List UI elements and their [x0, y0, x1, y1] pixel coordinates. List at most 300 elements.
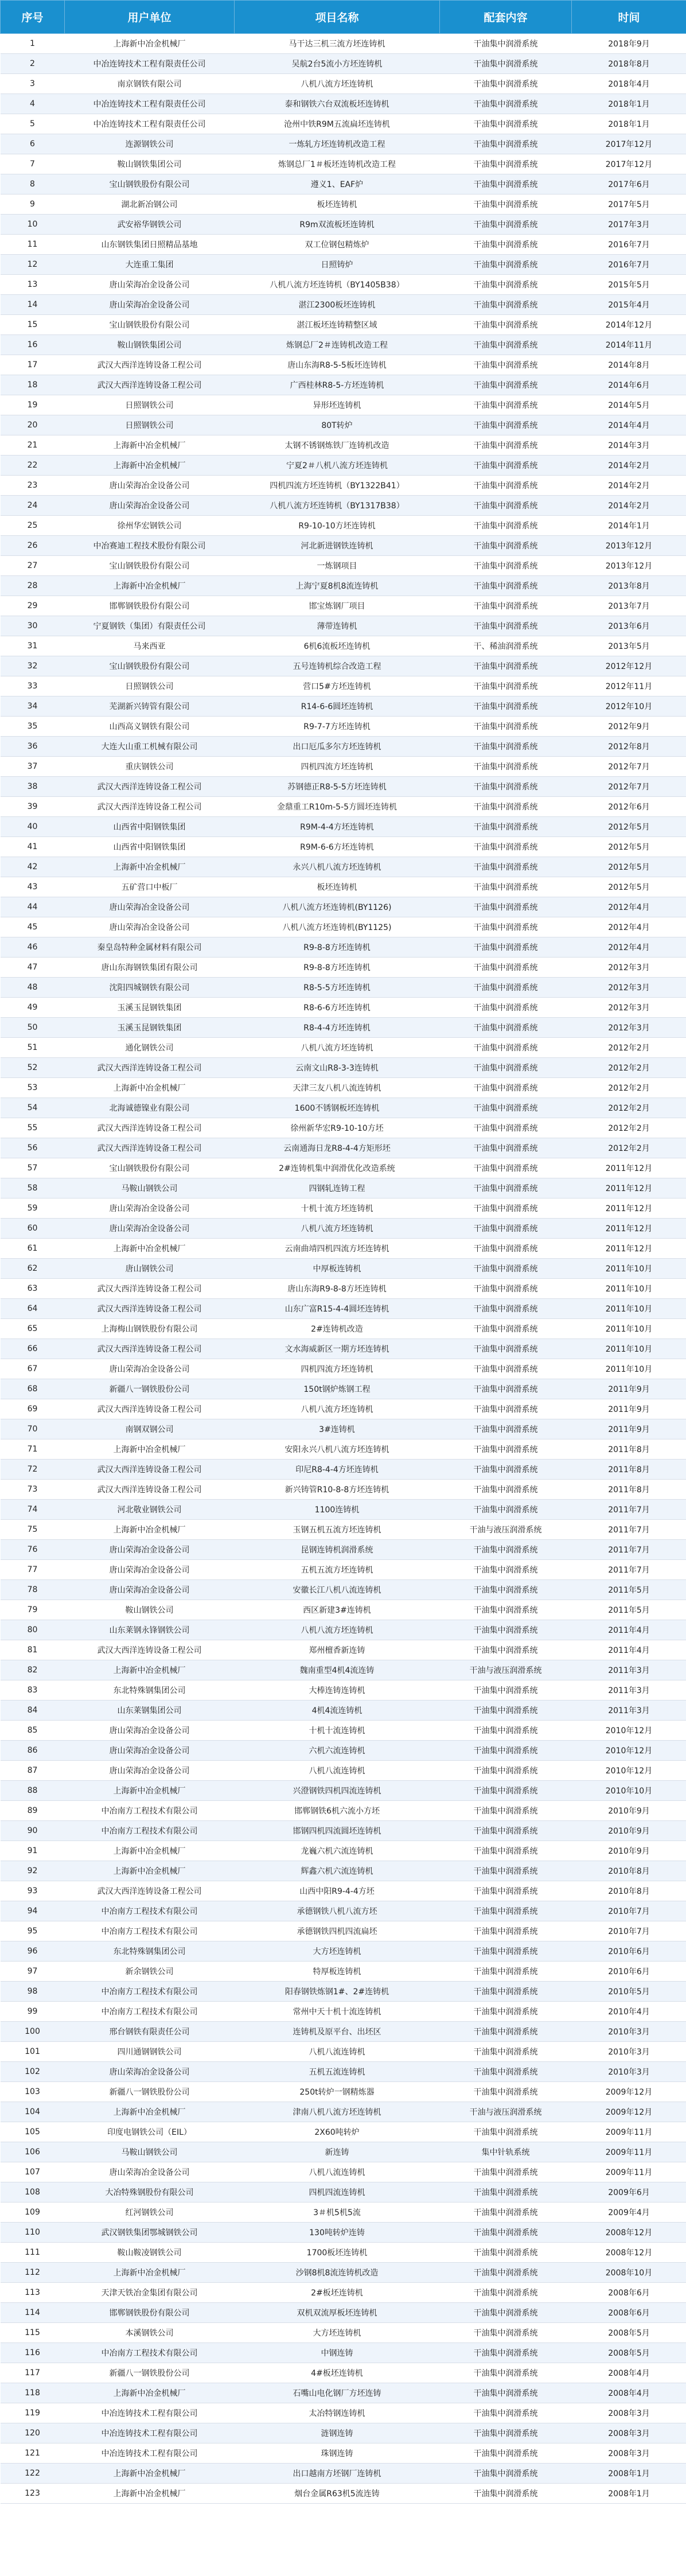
cell-no: 65 — [1, 1319, 65, 1339]
table-row — [1, 1118, 686, 1138]
cell-config: 干油集中润滑系统 — [440, 1962, 572, 1982]
cell-config: 干油集中润滑系统 — [440, 877, 572, 897]
table-row — [1, 1520, 686, 1540]
cell-project: 四机四流方坯连铸机 — [235, 1359, 440, 1379]
cell-config: 干油集中润滑系统 — [440, 1982, 572, 2002]
cell-no: 91 — [1, 1841, 65, 1861]
cell-config: 干油集中润滑系统 — [440, 1359, 572, 1379]
table-row — [1, 2263, 686, 2283]
cell-no: 113 — [1, 2283, 65, 2303]
cell-project: 湛江板坯连铸精整区域 — [235, 315, 440, 335]
cell-user: 唐山荣海冶金设备公司 — [65, 2062, 235, 2082]
cell-time: 2011年10月 — [572, 1319, 686, 1339]
cell-time: 2012年3月 — [572, 958, 686, 978]
cell-config: 干油集中润滑系统 — [440, 2383, 572, 2403]
cell-user: 五矿营口中板厂 — [65, 877, 235, 897]
table-row — [1, 2484, 686, 2504]
cell-time: 2014年8月 — [572, 355, 686, 375]
table-row — [1, 536, 686, 556]
cell-user: 宝山钢铁股份有限公司 — [65, 656, 235, 676]
cell-config: 干油集中润滑系统 — [440, 2443, 572, 2464]
cell-time: 2014年6月 — [572, 375, 686, 395]
cell-user: 芜湖新兴铸管有限公司 — [65, 696, 235, 717]
cell-no: 123 — [1, 2484, 65, 2504]
table-row — [1, 1560, 686, 1580]
cell-user: 上海新中冶金机械厂 — [65, 857, 235, 877]
table-row — [1, 1500, 686, 1520]
table-row — [1, 114, 686, 134]
table-row — [1, 1279, 686, 1299]
cell-config: 干油集中润滑系统 — [440, 1399, 572, 1419]
cell-user: 宝山钢铁股份有限公司 — [65, 1158, 235, 1178]
cell-time: 2014年11月 — [572, 335, 686, 355]
cell-project: 徐州新华宏R9-10-10方坯 — [235, 1118, 440, 1138]
cell-config: 干油集中润滑系统 — [440, 1158, 572, 1178]
cell-project: 炼钢总厂2＃连铸机改造工程 — [235, 335, 440, 355]
cell-time: 2008年4月 — [572, 2383, 686, 2403]
table-row — [1, 1399, 686, 1419]
cell-project: R9-10-10方坯连铸机 — [235, 516, 440, 536]
cell-project: 四机四流方坯连铸机 — [235, 757, 440, 777]
cell-project: 承德钢铁四机四流扁坯 — [235, 1921, 440, 1941]
cell-project: 安阳永兴八机八流方坯连铸机 — [235, 1439, 440, 1460]
cell-time: 2009年11月 — [572, 2142, 686, 2162]
cell-time: 2012年2月 — [572, 1078, 686, 1098]
cell-no: 17 — [1, 355, 65, 375]
cell-config: 干油集中润滑系统 — [440, 978, 572, 998]
cell-user: 上海新中冶金机械厂 — [65, 1520, 235, 1540]
cell-no: 106 — [1, 2142, 65, 2162]
cell-time: 2011年5月 — [572, 1580, 686, 1600]
cell-no: 47 — [1, 958, 65, 978]
cell-no: 44 — [1, 897, 65, 917]
cell-user: 武汉大西洋连铸设备工程公司 — [65, 1480, 235, 1500]
cell-project: R9m双流板坯连铸机 — [235, 215, 440, 235]
cell-time: 2011年7月 — [572, 1520, 686, 1540]
cell-time: 2009年4月 — [572, 2203, 686, 2223]
table-row — [1, 2423, 686, 2443]
cell-user: 大冶特殊钢股份有限公司 — [65, 2182, 235, 2203]
cell-project: 太钢不锈钢炼铁厂连铸机改造 — [235, 435, 440, 456]
cell-user: 北海诚德镍业有限公司 — [65, 1098, 235, 1118]
cell-config: 干油集中润滑系统 — [440, 215, 572, 235]
cell-project: 250t转炉一钢精炼器 — [235, 2082, 440, 2102]
cell-no: 2 — [1, 54, 65, 74]
table-row — [1, 556, 686, 576]
cell-user: 通化钢铁公司 — [65, 1038, 235, 1058]
cell-user: 上海新中冶金机械厂 — [65, 1078, 235, 1098]
table-row — [1, 2283, 686, 2303]
cell-time: 2010年3月 — [572, 2022, 686, 2042]
cell-time: 2012年11月 — [572, 676, 686, 696]
cell-time: 2008年3月 — [572, 2423, 686, 2443]
cell-config: 干油集中润滑系统 — [440, 114, 572, 134]
cell-no: 30 — [1, 616, 65, 636]
cell-user: 武安裕华钢铁公司 — [65, 215, 235, 235]
cell-no: 66 — [1, 1339, 65, 1359]
cell-config: 干油集中润滑系统 — [440, 1078, 572, 1098]
cell-config: 干油集中润滑系统 — [440, 1138, 572, 1158]
cell-no: 78 — [1, 1580, 65, 1600]
cell-config: 干油集中润滑系统 — [440, 998, 572, 1018]
cell-no: 41 — [1, 837, 65, 857]
cell-no: 7 — [1, 154, 65, 174]
cell-user: 中冶南方工程技术有限公司 — [65, 1982, 235, 2002]
table-header-row — [1, 1, 686, 34]
cell-user: 宝山钢铁股份有限公司 — [65, 556, 235, 576]
cell-user: 连源钢铁公司 — [65, 134, 235, 154]
cell-config: 干油集中润滑系统 — [440, 1460, 572, 1480]
cell-config: 干油集中润滑系统 — [440, 456, 572, 476]
table-row — [1, 1178, 686, 1198]
cell-user: 唐山东海钢铁集团有限公司 — [65, 958, 235, 978]
cell-no: 20 — [1, 415, 65, 435]
cell-user: 武汉大西洋连铸设备工程公司 — [65, 1138, 235, 1158]
cell-no: 108 — [1, 2182, 65, 2203]
cell-time: 2011年5月 — [572, 1600, 686, 1620]
cell-user: 中冶连铸技术工程有限责任公司 — [65, 114, 235, 134]
cell-time: 2010年7月 — [572, 1901, 686, 1921]
cell-time: 2012年4月 — [572, 917, 686, 937]
table-row — [1, 1239, 686, 1259]
cell-user: 鞍山钢铁集团公司 — [65, 154, 235, 174]
cell-user: 玉溪玉昆钢铁集团 — [65, 1018, 235, 1038]
cell-no: 35 — [1, 717, 65, 737]
cell-no: 57 — [1, 1158, 65, 1178]
cell-time: 2012年5月 — [572, 837, 686, 857]
table-row — [1, 34, 686, 54]
cell-user: 武汉大西洋连铸设备工程公司 — [65, 777, 235, 797]
table-row — [1, 1339, 686, 1359]
table-row — [1, 877, 686, 897]
cell-time: 2012年8月 — [572, 737, 686, 757]
cell-config: 干油与液压润滑系统 — [440, 1520, 572, 1540]
cell-time: 2008年3月 — [572, 2403, 686, 2423]
cell-project: R8-5-5方坯连铸机 — [235, 978, 440, 998]
table-row — [1, 2122, 686, 2142]
cell-config: 干油集中润滑系统 — [440, 1219, 572, 1239]
cell-project: 新兴铸管R10-8-8方坯连铸机 — [235, 1480, 440, 1500]
table-row — [1, 1781, 686, 1801]
table-row — [1, 395, 686, 415]
cell-config: 干油集中润滑系统 — [440, 235, 572, 255]
cell-user: 马鞍山钢铁公司 — [65, 1178, 235, 1198]
cell-config: 干油集中润滑系统 — [440, 2243, 572, 2263]
table-row — [1, 476, 686, 496]
cell-project: 大棒连铸连铸机 — [235, 1680, 440, 1701]
cell-config: 干油集中润滑系统 — [440, 2403, 572, 2423]
cell-config: 干油集中润滑系统 — [440, 275, 572, 295]
table-row — [1, 2142, 686, 2162]
cell-time: 2017年12月 — [572, 154, 686, 174]
cell-user: 宁夏钢铁（集团）有限责任公司 — [65, 616, 235, 636]
cell-config: 干油集中润滑系统 — [440, 817, 572, 837]
cell-time: 2012年4月 — [572, 937, 686, 958]
cell-no: 13 — [1, 275, 65, 295]
cell-no: 8 — [1, 174, 65, 194]
table-row — [1, 757, 686, 777]
cell-time: 2013年12月 — [572, 556, 686, 576]
cell-time: 2011年10月 — [572, 1259, 686, 1279]
table-row — [1, 1158, 686, 1178]
table-row — [1, 2464, 686, 2484]
cell-config: 干油集中润滑系统 — [440, 917, 572, 937]
cell-user: 鞍山钢铁集团公司 — [65, 335, 235, 355]
cell-project: R9-7-7方坯连铸机 — [235, 717, 440, 737]
table-row — [1, 1921, 686, 1941]
cell-no: 64 — [1, 1299, 65, 1319]
cell-no: 117 — [1, 2363, 65, 2383]
cell-config: 干油集中润滑系统 — [440, 1178, 572, 1198]
cell-user: 唐山荣海冶金设备公司 — [65, 1359, 235, 1379]
cell-config: 干油集中润滑系统 — [440, 1339, 572, 1359]
cell-time: 2018年1月 — [572, 94, 686, 114]
cell-time: 2012年7月 — [572, 757, 686, 777]
table-row — [1, 897, 686, 917]
table-row — [1, 797, 686, 817]
cell-no: 14 — [1, 295, 65, 315]
cell-user: 日照钢铁公司 — [65, 676, 235, 696]
cell-project: 邯钢四机四流圆坯连铸机 — [235, 1821, 440, 1841]
cell-project: 2#连铸机改造 — [235, 1319, 440, 1339]
cell-config: 干油集中润滑系统 — [440, 1881, 572, 1901]
cell-user: 印度电钢铁公司（EIL） — [65, 2122, 235, 2142]
table-row — [1, 998, 686, 1018]
cell-time: 2009年6月 — [572, 2182, 686, 2203]
cell-project: 山西中阳R9-4-4方坯 — [235, 1881, 440, 1901]
cell-project: 邯宝炼钢厂项目 — [235, 596, 440, 616]
table-row — [1, 1219, 686, 1239]
table-row — [1, 1480, 686, 1500]
cell-time: 2010年9月 — [572, 1841, 686, 1861]
cell-user: 邯郸钢铁股份有限公司 — [65, 596, 235, 616]
table-row — [1, 2303, 686, 2323]
table-row — [1, 1259, 686, 1279]
table-row — [1, 1901, 686, 1921]
table-body — [1, 34, 686, 2504]
cell-config: 干油集中润滑系统 — [440, 1540, 572, 1560]
cell-user: 日照钢铁公司 — [65, 395, 235, 415]
cell-user: 唐山荣海冶金设备公司 — [65, 1721, 235, 1741]
cell-no: 34 — [1, 696, 65, 717]
cell-user: 武汉钢铁集团鄂城钢铁公司 — [65, 2223, 235, 2243]
cell-project: 龙巍六机六流连铸机 — [235, 1841, 440, 1861]
cell-no: 88 — [1, 1781, 65, 1801]
table-row — [1, 737, 686, 757]
table-row — [1, 1319, 686, 1339]
cell-no: 94 — [1, 1901, 65, 1921]
cell-time: 2010年9月 — [572, 1801, 686, 1821]
cell-time: 2012年7月 — [572, 777, 686, 797]
cell-config: 干油集中润滑系统 — [440, 435, 572, 456]
cell-project: 薄带连铸机 — [235, 616, 440, 636]
cell-config: 干油集中润滑系统 — [440, 295, 572, 315]
cell-config: 干油集中润滑系统 — [440, 34, 572, 54]
cell-time: 2009年11月 — [572, 2122, 686, 2142]
cell-user: 四川通钢钢铁公司 — [65, 2042, 235, 2062]
cell-time: 2011年12月 — [572, 1178, 686, 1198]
cell-user: 上海新中冶金机械厂 — [65, 34, 235, 54]
cell-user: 武汉大西洋连铸设备工程公司 — [65, 1118, 235, 1138]
cell-time: 2011年9月 — [572, 1399, 686, 1419]
table-row — [1, 1741, 686, 1761]
table-row — [1, 2403, 686, 2423]
cell-no: 111 — [1, 2243, 65, 2263]
cell-user: 上海新中冶金机械厂 — [65, 456, 235, 476]
table-row — [1, 235, 686, 255]
cell-no: 46 — [1, 937, 65, 958]
cell-project: 板坯连铸机 — [235, 877, 440, 897]
cell-user: 唐山荣海冶金设备公司 — [65, 1761, 235, 1781]
cell-time: 2011年12月 — [572, 1219, 686, 1239]
cell-config: 干油集中润滑系统 — [440, 2203, 572, 2223]
cell-user: 鞍山钢铁公司 — [65, 1600, 235, 1620]
cell-project: 双机双流厚板坯连铸机 — [235, 2303, 440, 2323]
cell-config: 干油集中润滑系统 — [440, 2122, 572, 2142]
cell-config: 干、稀油润滑系统 — [440, 636, 572, 656]
cell-time: 2011年4月 — [572, 1620, 686, 1640]
cell-user: 中冶南方工程技术有限公司 — [65, 1821, 235, 1841]
cell-time: 2010年3月 — [572, 2062, 686, 2082]
table-row — [1, 94, 686, 114]
table-row — [1, 616, 686, 636]
cell-user: 唐山钢铁公司 — [65, 1259, 235, 1279]
cell-config: 干油集中润滑系统 — [440, 375, 572, 395]
table-row — [1, 1439, 686, 1460]
table-row — [1, 1801, 686, 1821]
table-row — [1, 456, 686, 476]
cell-user: 中冶南方工程技术有限公司 — [65, 1921, 235, 1941]
cell-config: 干油集中润滑系统 — [440, 1500, 572, 1520]
cell-config: 干油集中润滑系统 — [440, 717, 572, 737]
cell-project: 十机十流连铸机 — [235, 1721, 440, 1741]
cell-project: 沙钢8机8流连铸机改造 — [235, 2263, 440, 2283]
cell-config: 干油集中润滑系统 — [440, 576, 572, 596]
cell-no: 93 — [1, 1881, 65, 1901]
cell-user: 上海新中冶金机械厂 — [65, 1660, 235, 1680]
cell-config: 干油集中润滑系统 — [440, 2323, 572, 2343]
cell-config: 干油集中润滑系统 — [440, 1701, 572, 1721]
cell-config: 干油与液压润滑系统 — [440, 1660, 572, 1680]
cell-no: 16 — [1, 335, 65, 355]
cell-user: 唐山荣海冶金设备公司 — [65, 1560, 235, 1580]
table-row — [1, 2223, 686, 2243]
table-row — [1, 295, 686, 315]
table-row — [1, 1098, 686, 1118]
table-row — [1, 2383, 686, 2403]
table-row — [1, 516, 686, 536]
cell-no: 70 — [1, 1419, 65, 1439]
header-time: 时间 — [572, 1, 686, 34]
table-row — [1, 2182, 686, 2203]
cell-no: 42 — [1, 857, 65, 877]
cell-project: 广西桂林R8-5-方坯连铸机 — [235, 375, 440, 395]
cell-no: 87 — [1, 1761, 65, 1781]
cell-config: 干油集中润滑系统 — [440, 1761, 572, 1781]
cell-user: 唐山荣海冶金设备公司 — [65, 295, 235, 315]
cell-time: 2008年3月 — [572, 2443, 686, 2464]
table-row — [1, 215, 686, 235]
cell-no: 52 — [1, 1058, 65, 1078]
cell-user: 新疆八一钢铁股份公司 — [65, 1379, 235, 1399]
cell-time: 2008年6月 — [572, 2303, 686, 2323]
cell-time: 2014年1月 — [572, 516, 686, 536]
cell-time: 2012年2月 — [572, 1138, 686, 1158]
cell-user: 唐山荣海冶金设备公司 — [65, 1219, 235, 1239]
cell-user: 唐山荣海冶金设备公司 — [65, 1540, 235, 1560]
cell-no: 118 — [1, 2383, 65, 2403]
cell-project: 八机八流方坯连铸机(BY1125) — [235, 917, 440, 937]
table-row — [1, 1861, 686, 1881]
cell-config: 干油集中润滑系统 — [440, 1861, 572, 1881]
cell-no: 28 — [1, 576, 65, 596]
cell-time: 2009年12月 — [572, 2082, 686, 2102]
cell-user: 唐山荣海冶金设备公司 — [65, 897, 235, 917]
cell-project: 八机八流方坯连铸机 — [235, 1219, 440, 1239]
cell-time: 2008年1月 — [572, 2484, 686, 2504]
table-row — [1, 1721, 686, 1741]
table-row — [1, 596, 686, 616]
cell-time: 2010年6月 — [572, 1962, 686, 1982]
cell-config: 干油集中润滑系统 — [440, 1419, 572, 1439]
cell-user: 唐山荣海冶金设备公司 — [65, 1198, 235, 1219]
cell-time: 2017年12月 — [572, 134, 686, 154]
table-row — [1, 415, 686, 435]
cell-time: 2014年12月 — [572, 315, 686, 335]
cell-time: 2011年8月 — [572, 1460, 686, 1480]
cell-project: 五机五流方坯连铸机 — [235, 1560, 440, 1580]
cell-config: 干油集中润滑系统 — [440, 616, 572, 636]
table-row — [1, 1941, 686, 1962]
cell-user: 唐山荣海冶金设备公司 — [65, 476, 235, 496]
cell-user: 中冶连铸技术工程有限公司 — [65, 2423, 235, 2443]
cell-config: 干油集中润滑系统 — [440, 2303, 572, 2323]
cell-no: 21 — [1, 435, 65, 456]
table-row — [1, 496, 686, 516]
cell-config: 干油集中润滑系统 — [440, 194, 572, 215]
cell-time: 2012年9月 — [572, 717, 686, 737]
cell-user: 山西高义钢铁有限公司 — [65, 717, 235, 737]
table-row — [1, 2022, 686, 2042]
cell-time: 2009年12月 — [572, 2102, 686, 2122]
cell-time: 2011年10月 — [572, 1339, 686, 1359]
cell-time: 2010年7月 — [572, 1921, 686, 1941]
cell-project: 日照铸炉 — [235, 255, 440, 275]
cell-config: 干油集中润滑系统 — [440, 2062, 572, 2082]
cell-config: 干油集中润滑系统 — [440, 1018, 572, 1038]
cell-no: 90 — [1, 1821, 65, 1841]
cell-no: 40 — [1, 817, 65, 837]
cell-no: 6 — [1, 134, 65, 154]
cell-config: 干油集中润滑系统 — [440, 1058, 572, 1078]
cell-config: 干油集中润滑系统 — [440, 1480, 572, 1500]
cell-project: 安徽长江八机八流连铸机 — [235, 1580, 440, 1600]
cell-config: 干油集中润滑系统 — [440, 696, 572, 717]
cell-no: 81 — [1, 1640, 65, 1660]
cell-no: 5 — [1, 114, 65, 134]
cell-user: 中冶连铸技术工程有限责任公司 — [65, 54, 235, 74]
cell-project: 连铸机及原平台、出坯区 — [235, 2022, 440, 2042]
cell-config: 干油集中润滑系统 — [440, 94, 572, 114]
cell-config: 干油集中润滑系统 — [440, 857, 572, 877]
cell-no: 120 — [1, 2423, 65, 2443]
cell-user: 中冶南方工程技术有限公司 — [65, 2002, 235, 2022]
cell-user: 山东钢铁集团日照精品基地 — [65, 235, 235, 255]
cell-no: 45 — [1, 917, 65, 937]
cell-user: 唐山荣海冶金设备公司 — [65, 1741, 235, 1761]
cell-project: R8-4-4方坯连铸机 — [235, 1018, 440, 1038]
cell-config: 干油集中润滑系统 — [440, 1600, 572, 1620]
